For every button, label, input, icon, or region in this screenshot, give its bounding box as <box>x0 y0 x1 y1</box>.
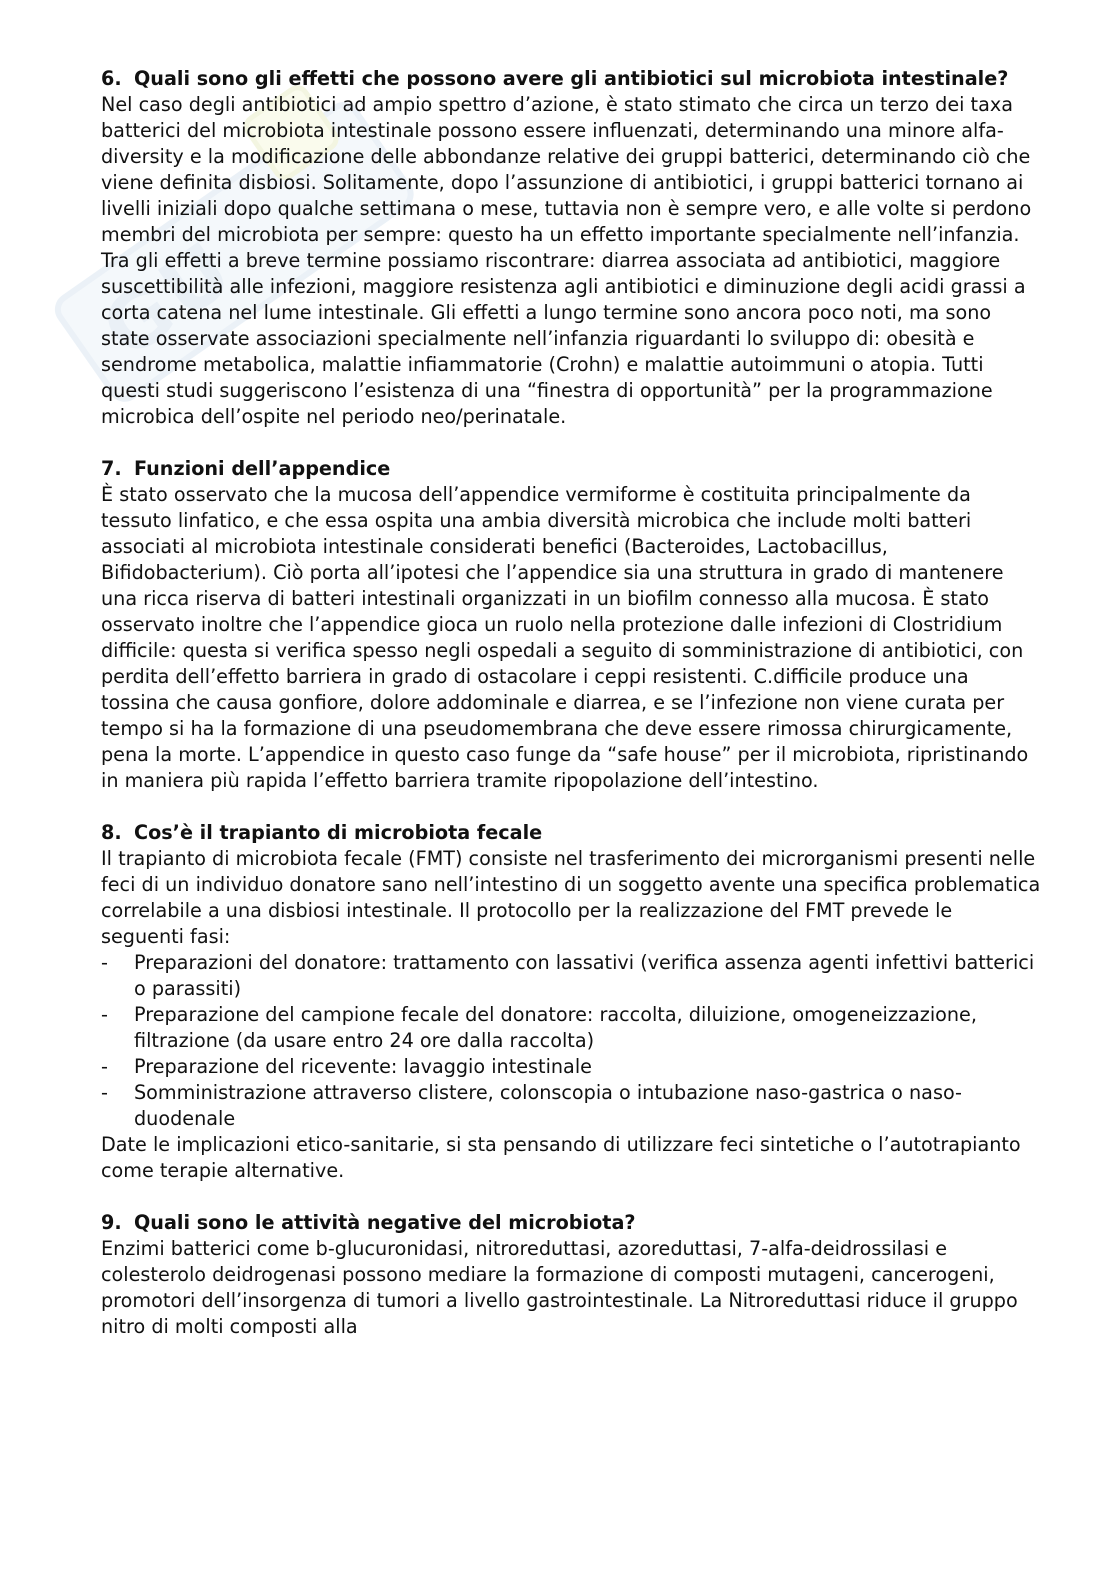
section-heading <box>101 820 1041 846</box>
section-title: Quali sono gli effetti che possono avere gli antibiotici sul microbiota intestinale? <box>134 67 1009 90</box>
list-item-text: Preparazione del campione fecale del donatore: raccolta, diluizione, omogeneizzazione, filtrazione (da usare entro 24 ore dalla raccolta) <box>134 1003 977 1052</box>
dash-bullet: - <box>101 1003 108 1026</box>
svg-text:GU: GU <box>86 222 253 377</box>
section-number: 8. <box>101 821 122 844</box>
list-item <box>101 1002 1041 1054</box>
fmt-steps-list <box>101 950 1041 1132</box>
section-intro: Il trapianto di microbiota fecale (FMT) consiste nel trasferimento dei microrganismi presenti nelle feci di un individuo donatore sano nell’intestino di un soggetto avente una specifica problematica correlabile a una disbiosi intestinale. Il protocollo per la realizzazione del FMT prevede le seguenti fasi: <box>101 847 1041 948</box>
dash-bullet: - <box>101 1081 108 1104</box>
section-title: Funzioni dell’appendice <box>134 457 391 480</box>
section-title: Quali sono le attività negative del microbiota? <box>134 1211 636 1234</box>
section-8 <box>101 820 1041 1184</box>
section-heading <box>101 1210 1041 1236</box>
section-body: È stato osservato che la mucosa dell’appendice vermiforme è costituita principalmente da tessuto linfatico, e che essa ospita una ambia diversità microbica che include molti batteri associati al microbiota intestinale considerati benefici (Bacteroides, Lactobacillus, Bifidobacterium). Ciò porta all’ipotesi che l’appendice sia una struttura in grado di mantenere una ricca riserva di batteri intestinali organizzati in un biofilm connesso alla mucosa. È stato osservato inoltre che l’appendice gioca un ruolo nella protezione dalle infezioni di Clostridium difficile: questa si verifica spesso negli ospedali a seguito di somministrazione di antibiotici, con perdita dell’effetto barriera in grado di ostacolare i ceppi resistenti. C.difficile produce una tossina che causa gonfiore, dolore addominale e diarrea, e se l’infezione non viene curata per tempo si ha la formazione di una pseudomembrana che deve essere rimossa chirurgicamente, pena la morte. L’appendice in questo caso funge da “safe house” per il microbiota, ripristinando in maniera più rapida l’effetto barriera tramite ripopolazione dell’intestino. <box>101 483 1029 792</box>
dash-bullet: - <box>101 1055 108 1078</box>
section-outro: Date le implicazioni etico-sanitarie, si sta pensando di utilizzare feci sintetiche o l’autotrapianto come terapie alternative. <box>101 1133 1021 1182</box>
list-item <box>101 1080 1041 1132</box>
list-item <box>101 950 1041 1002</box>
section-heading <box>101 456 1041 482</box>
section-number: 9. <box>101 1211 122 1234</box>
dash-bullet: - <box>101 951 108 974</box>
list-item-text: Somministrazione attraverso clistere, colonscopia o intubazione naso-gastrica o naso-duodenale <box>134 1081 962 1130</box>
section-7 <box>101 456 1041 794</box>
list-item-text: Preparazioni del donatore: trattamento con lassativi (verifica assenza agenti infettivi batterici o parassiti) <box>134 951 1035 1000</box>
document-page <box>101 66 1041 1366</box>
list-item <box>101 1054 1041 1080</box>
section-body: Enzimi batterici come b-glucuronidasi, nitroreduttasi, azoreduttasi, 7-alfa-deidrossilasi e colesterolo deidrogenasi possono mediare la formazione di composti mutageni, cancerogeni, promotori dell’insorgenza di tumori a livello gastrointestinale. La Nitroreduttasi riduce il gruppo nitro di molti composti alla <box>101 1237 1018 1338</box>
section-title: Cos’è il trapianto di microbiota fecale <box>134 821 543 844</box>
section-body: Nel caso degli antibiotici ad ampio spettro d’azione, è stato stimato che circa un terzo dei taxa batterici del microbiota intestinale possono essere influenzati, determinando una minore alfa-diversity e la modificazione delle abbondanze relative dei gruppi batterici, determinando ciò che viene definita disbiosi. Solitamente, dopo l’assunzione di antibiotici, i gruppi batterici tornano ai livelli iniziali dopo qualche settimana o mese, tuttavia non è sempre vero, e alle volte si perdono membri del microbiota per sempre: questo ha un effetto importante specialmente nell’infanzia. Tra gli effetti a breve termine possiamo riscontrare: diarrea associata ad antibiotici, maggiore suscettibilità alle infezioni, maggiore resistenza agli antibiotici e diminuzione degli acidi grassi a corta catena nel lume intestinale. Gli effetti a lungo termine sono ancora poco noti, ma sono state osservate associazioni specialmente nell’infanzia riguardanti lo sviluppo di: obesità e sendrome metabolica, malattie infiammatorie (Crohn) e malattie autoimmuni o atopia. Tutti questi studi suggeriscono l’esistenza di una “finestra di opportunità” per la programmazione microbica dell’ospite nel periodo neo/perinatale. <box>101 93 1032 428</box>
section-number: 7. <box>101 457 122 480</box>
section-9 <box>101 1210 1041 1340</box>
list-item-text: Preparazione del ricevente: lavaggio intestinale <box>134 1055 592 1078</box>
section-number: 6. <box>101 67 122 90</box>
section-6 <box>101 66 1041 430</box>
section-heading <box>101 66 1041 92</box>
